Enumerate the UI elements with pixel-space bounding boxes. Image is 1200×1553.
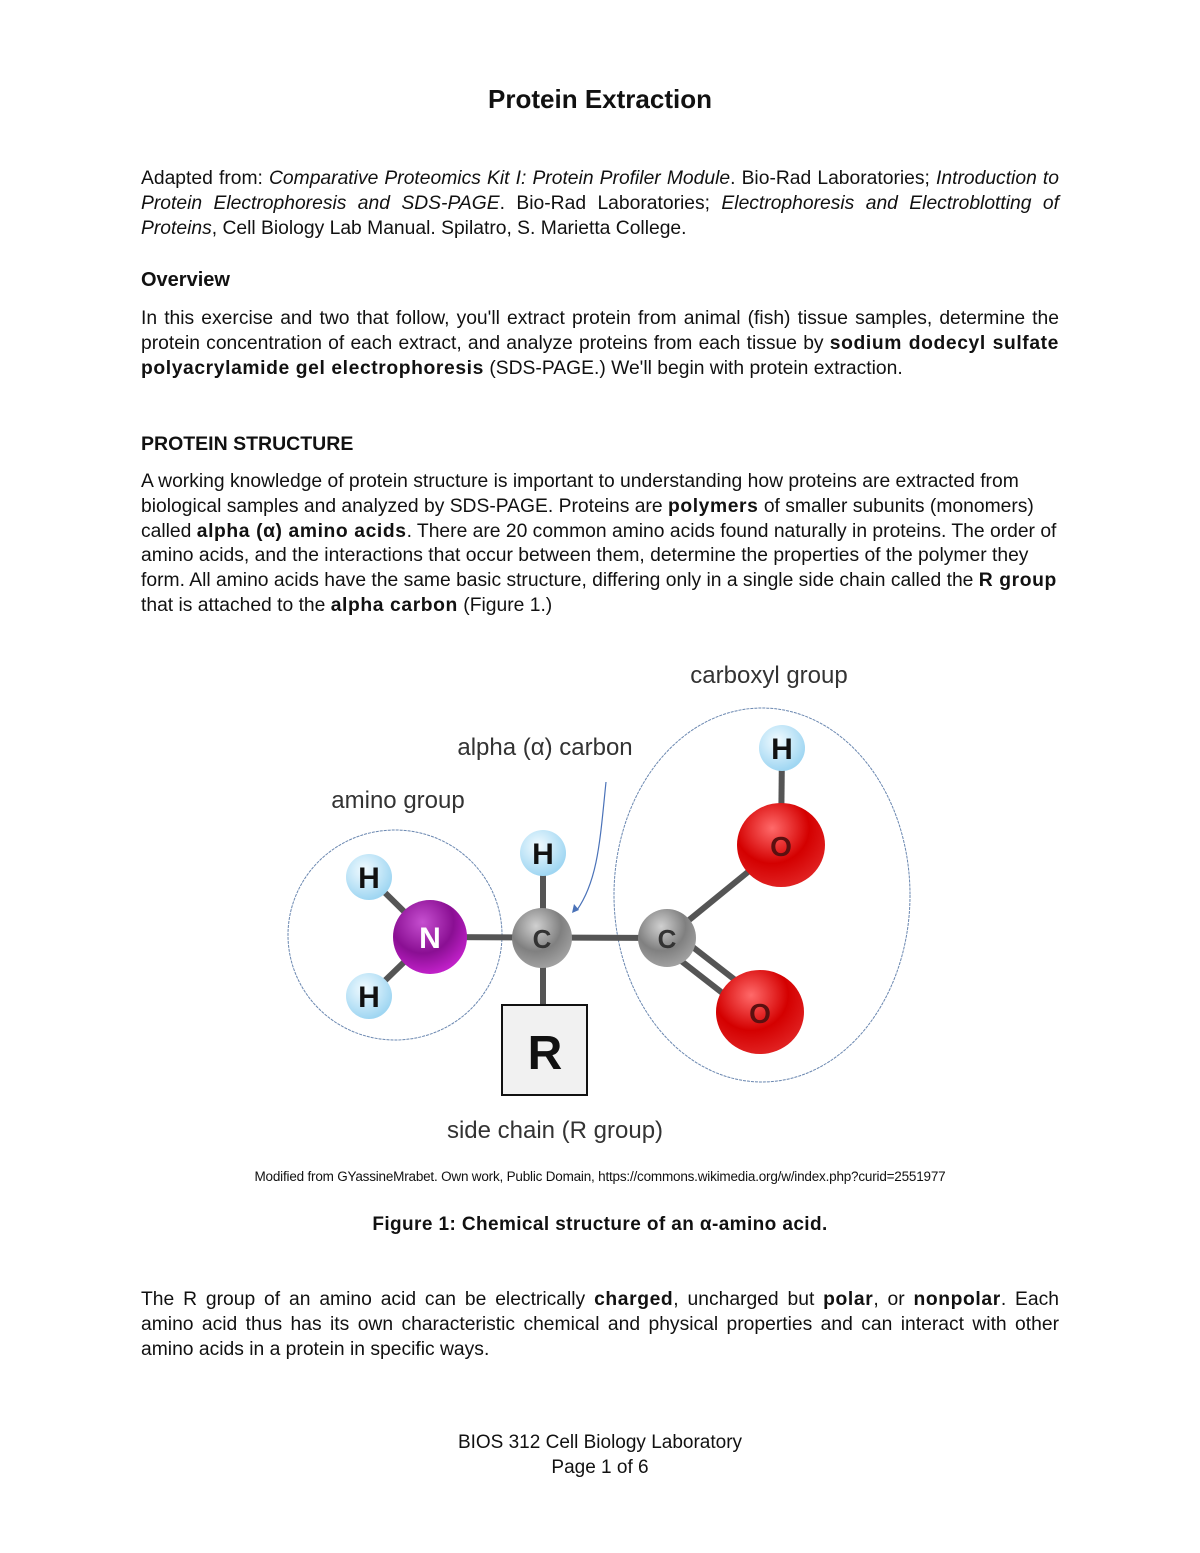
bold-term: alpha (α) amino acids	[196, 520, 407, 542]
r-group-box	[502, 1005, 587, 1095]
carboxyl-group-label: carboxyl group	[690, 662, 848, 689]
oxygen-atom-hydroxyl	[737, 803, 825, 887]
text: , Cell Biology Lab Manual. Spilatro, S. Marietta College.	[211, 217, 687, 239]
text: of smaller subunits (monomers) called	[141, 495, 1034, 542]
hydrogen-atom-amino-top	[346, 854, 392, 900]
page-footer	[0, 1430, 1200, 1480]
text: (SDS-PAGE.) We'll begin with protein extraction.	[483, 357, 903, 379]
course-name: BIOS 312 Cell Biology Laboratory	[457, 1432, 743, 1453]
svg-text:H: H	[532, 838, 554, 871]
text: , or	[873, 1289, 914, 1310]
bold-term: polymers	[667, 495, 759, 517]
svg-text:N: N	[419, 922, 441, 955]
bold-term: nonpolar	[913, 1289, 1001, 1310]
source-title: Electrophoresis and Electroblotting of Proteins	[141, 192, 1059, 239]
text: . Bio-Rad Laboratories;	[499, 192, 722, 214]
page-number: Page 1 of 6	[551, 1457, 649, 1478]
bold-term: alpha carbon	[330, 594, 458, 616]
hydrogen-atom-carboxyl	[759, 725, 805, 771]
overview-heading: Overview	[141, 269, 230, 291]
text: , uncharged but	[673, 1289, 824, 1310]
protein-structure-heading: PROTEIN STRUCTURE	[141, 433, 354, 455]
bold-term: R group	[978, 570, 1057, 592]
text: In this exercise and two that follow, you'll extract protein from animal (fish) tissue samples, determine the protein concentration of each extract, and analyze proteins from each tissue by	[141, 308, 1059, 354]
text: that is attached to the	[141, 594, 331, 616]
text: . Each amino acid thus has its own characteristic chemical and physical properties and can interact with other amino acids in a protein in specific ways.	[141, 1289, 1059, 1360]
side-chain-label: side chain (R group)	[446, 1117, 664, 1144]
bold-term: polar	[823, 1289, 874, 1310]
bold-term: charged	[594, 1289, 674, 1310]
hydrogen-atom-alpha	[520, 830, 566, 876]
oxygen-atom-double	[716, 970, 804, 1054]
text: (Figure 1.)	[457, 594, 553, 616]
figure-caption: Figure 1: Chemical structure of an α-amino acid.	[372, 1214, 828, 1235]
text: A working knowledge of protein structure is important to understanding how proteins are extracted from biological samples and analyzed by SDS-PAGE. Proteins are	[141, 471, 1019, 517]
figure-credit: Modified from GYassineMrabet. Own work, Public Domain, https://commons.wikimedia.org/w/index.php?curid=2551977	[254, 1169, 946, 1184]
svg-text:H: H	[358, 981, 380, 1014]
svg-text:O: O	[770, 831, 792, 862]
carboxyl-carbon-atom	[638, 909, 696, 967]
svg-text:C: C	[532, 924, 552, 954]
svg-text:R: R	[527, 1027, 563, 1080]
svg-text:O: O	[749, 998, 771, 1029]
text: . Bio-Rad Laboratories;	[730, 168, 937, 189]
hydrogen-atom-amino-bottom	[346, 973, 392, 1019]
nitrogen-atom	[393, 900, 467, 974]
text: The R group of an amino acid can be electrically	[141, 1289, 595, 1310]
source-title: Introduction to Protein Electrophoresis and SDS-PAGE	[141, 168, 1059, 214]
alpha-carbon-atom	[512, 908, 572, 968]
text: Adapted from:	[141, 168, 269, 189]
svg-text:H: H	[771, 733, 793, 766]
r-group-paragraph	[141, 1288, 1059, 1362]
bold-term: sodium dodecyl sulfate polyacrylamide gel electrophoresis	[141, 332, 1059, 379]
svg-text:H: H	[358, 862, 380, 895]
svg-text:C: C	[657, 924, 677, 954]
source-title: Comparative Proteomics Kit I: Protein Profiler Module	[269, 168, 731, 189]
amino-group-label: amino group	[331, 787, 465, 814]
text: . There are 20 common amino acids found naturally in proteins. The order of amino acids, and the interactions that occur between them, determine the properties of the polymer they form. All amino acids have the same basic structure, differing only in a single side chain called the	[141, 520, 1057, 592]
alpha-carbon-arrow	[577, 782, 606, 910]
alpha-carbon-label: alpha (α) carbon	[457, 734, 633, 761]
page-title: Protein Extraction	[488, 84, 712, 114]
